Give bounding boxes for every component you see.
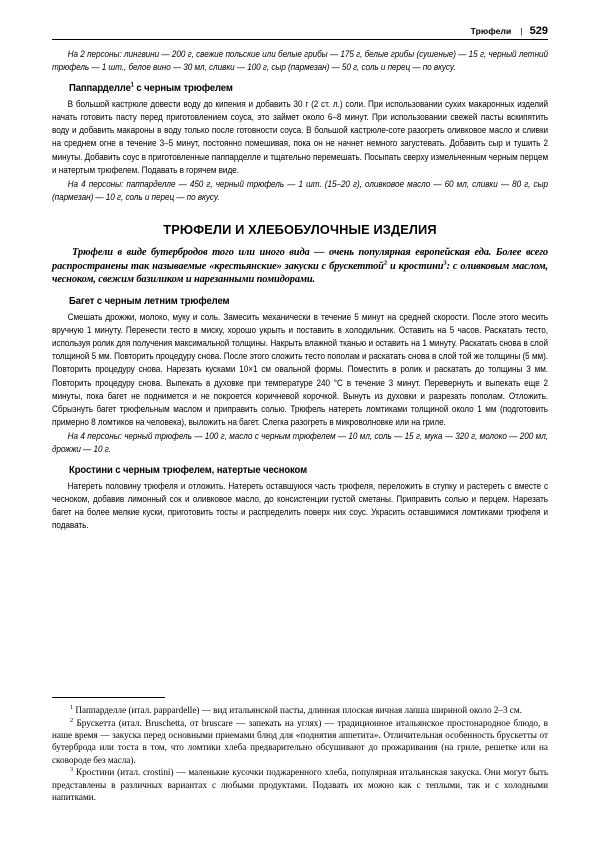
running-head-separator: | <box>520 26 523 36</box>
section-intro <box>52 246 548 287</box>
recipe-heading-pappardelle <box>69 82 514 95</box>
recipe-body-crostini: Натереть половину трюфеля и отложить. Натереть оставшуюся часть трюфеля, переложить в ступку и растереть с вместе с чесноком, добавив лимонный сок и оливковое масло, до консистенции густой сметаны. Приправить солью и перцем. Нарезать багет на более мелкие куски, приготовить тосты и распределить поверх них соус. Украсить оставшимися ломтиками трюфеля и подавать. <box>52 481 549 531</box>
footnote-3 <box>52 766 548 803</box>
section-intro-part1: Трюфели в виде бутербродов того или иного вида — очень популярная европейская еда. Более всего распространены так называемые «крестьянские» закуски с брускеттой <box>52 246 548 272</box>
footnote-2 <box>52 717 548 766</box>
running-head <box>52 26 548 37</box>
recipe-heading-pappardelle-text: Паппарделле <box>69 83 131 95</box>
footnote-marker-3: 3 <box>443 259 447 267</box>
footnote-1 <box>52 704 548 716</box>
footnotes-area <box>52 697 548 804</box>
footnote-2-text: Брускетта (итал. Bruschetta, от bruscare — запекать на углях) — традиционное итальянское простонародное блюдо, в наше время — закуска перед основными приемами блюд для «поднятия аппетита». Отличительная особенность брускетты от бутерброда или тоста в том, что ломтики хлеба предварительно обсушивают до прожаривания (на гриле, решетке или на сковороде без масла). <box>52 717 548 765</box>
footnote-3-text: Кростини (итал. crostini) — маленькие кусочки поджаренного хлеба, популярная итальянская закуска. Они могут быть представлены в различных вариантах с любыми продуктами. Подавать их можно как с теплыми, так и с холодными напитками. <box>52 767 549 803</box>
section-intro-part3: : с оливковым маслом, чесноком, свежим базиликом и нарезанными помидорами. <box>52 260 549 286</box>
page-number: 529 <box>529 25 548 37</box>
footnote-1-text: Паппарделле (итал. pappardelle) — вид итальянской пасты, длинная плоская яичная лапша шириной около 2–3 см. <box>75 705 522 715</box>
footnote-marker-1: 1 <box>130 81 134 89</box>
recipe-heading-baguette: Багет с черным летним трюфелем <box>69 296 230 308</box>
recipe-heading-crostini: Кростини с черным трюфелем, натертые чесноком <box>69 465 308 477</box>
recipe-body-baguette: Смешать дрожжи, молоко, муку и соль. Замесить механически в течение 5 минут на средней скорости. После этого месить вручную 1 минуту. Перенести тесто в миску, хорошо укрыть и поставить в холодильник. Оставить на 5 часов. Раскатать тесто, используя ролик для получения максимальной толщины. Накрыть влажной тканью и оставить на 1 минуту. Раскатать снова в слой толщиной 5 мм. Повторить процедуру снова. После этого сложить тесто пополам и раскатать снова в слой той же толщины (5 мм). Повторить процедуру снова. Нарезать кусками 10×1 см овальной формы. Поместить в ролик и раскатать до толщины 3 мм. Повторить процедуру снова. Выпекать в духовке при температуре 240 °С в течение 3 минут. Перевернуть и выпекать еще 2 минуты, пока багет не поднимется и не покроется коричневой корочкой. Вынуть из духовки и разрезать пополам. Отложить. Сбрызнуть багет трюфельным маслом и приправить солью. Трюфель натереть ломтиками толщиной около 1 мм (подготовить примерно 8 ломтиков на человека), выложить на багет. Слегка разогреть в микроволновке или на гриле. <box>52 312 549 427</box>
page-content <box>52 26 548 533</box>
section-intro-part2: и кростини <box>387 260 444 272</box>
footnote-marker-2: 2 <box>383 259 388 267</box>
ingredients-baguette: На 4 персоны: черный трюфель — 100 г, масло с черным трюфелем — 10 мл, соль — 15 г, мука — 320 г, молоко — 200 мл, дрожжи — 10 г. <box>52 430 549 454</box>
footnote-3-marker: 3 <box>70 766 74 774</box>
footnote-1-marker: 1 <box>70 703 74 711</box>
footnote-2-marker: 2 <box>70 716 74 724</box>
recipe-heading-pappardelle-rest: с черным трюфелем <box>133 83 233 95</box>
recipe-body-pappardelle: В большой кастрюле довести воду до кипения и добавить 30 г (2 ст. л.) соли. При использовании сухих макаронных изделий начать готовить пасту перед приготовлением соуса, это займет около 6–8 минут. При использовании свежей пасты вскипятить воду и добавить макароны в воду только после готовности соуса. В большой кастрюле-соте разогреть оливковое масло и сливки на среднем огне в течение 3–5 минут, постоянно помешивая, пока он не начнет немного загустевать. Добавить сыр и тушить 2 минуты. Добавить соус в приготовленные паппарделле и тщательно перемешать. Посыпать сверху измельченным черным перцем и натертым трюфелем. Подавать в горячем виде. <box>52 99 549 175</box>
ingredients-linguine: На 2 персоны: лингвини — 200 г, свежие польские или белые грибы — 175 г, белые грибы (сушеные) — 15 г, черный летний трюфель — 1 шт., белое вино — 30 мл, сливки — 100 г, сыр (пармезан) — 50 г, соль и перец — по вкусу. <box>52 49 549 73</box>
section-heading: ТРЮФЕЛИ И ХЛЕБОБУЛОЧНЫЕ ИЗДЕЛИЯ <box>163 221 437 237</box>
ingredients-pappardelle: На 4 персоны: паппарделле — 450 г, черный трюфель — 1 шт. (15–20 г), оливковое масло — 60 мл, сливки — 80 г, сыр (пармезан) — 10 г, соль и перец — по вкусу. <box>52 178 549 202</box>
header-divider <box>52 39 548 40</box>
running-head-title: Трюфели <box>470 26 512 36</box>
footnote-separator <box>52 697 165 698</box>
